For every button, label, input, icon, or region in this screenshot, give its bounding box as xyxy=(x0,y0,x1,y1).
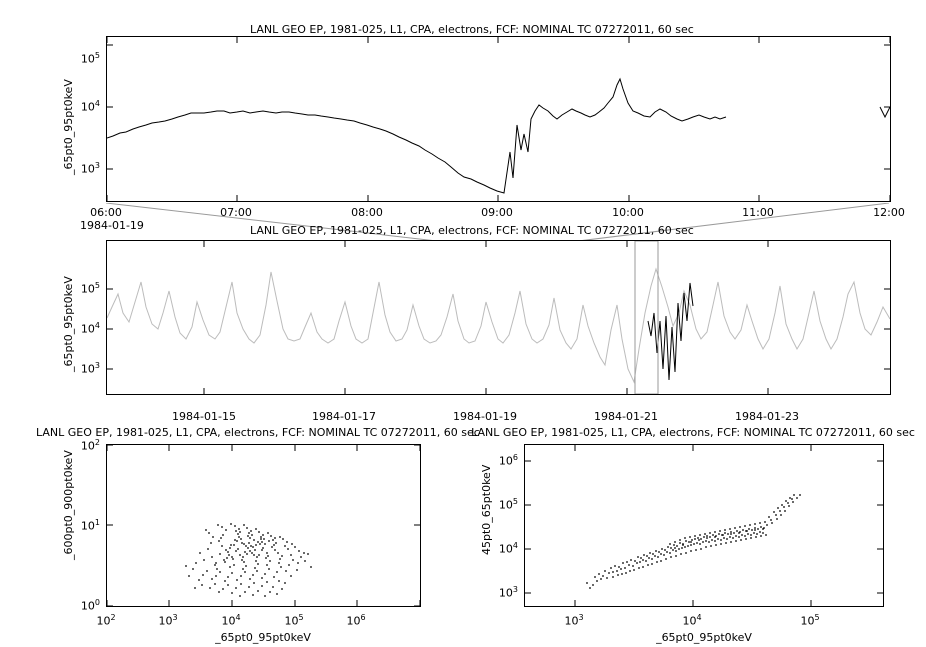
panel-scatter-left-ytick-1: $10^1$ xyxy=(80,518,100,533)
panel-top-axes xyxy=(106,36,891,202)
panel-scatter-right-ytick-3: $10^6$ xyxy=(498,453,518,468)
panel-top-title: LANL GEO EP, 1981-025, L1, CPA, electrons, FCF: NOMINAL TC 07272011, 60 sec xyxy=(250,23,694,36)
panel-middle-xtick-1: 1984-01-17 xyxy=(312,410,376,423)
panel-scatter-left-xtick-1: $10^3$ xyxy=(158,613,178,628)
panel-scatter-right-ytick-1: $10^4$ xyxy=(498,541,518,556)
panel-scatter-right-ticks xyxy=(525,445,883,606)
scatter-points-left xyxy=(185,523,312,597)
panel-top-ylabel: _65pt0_95pt0keV xyxy=(62,79,75,175)
panel-scatter-left-axes xyxy=(106,444,421,607)
panel-top-ticks xyxy=(107,37,890,201)
panel-scatter-right-title: LANL GEO EP, 1981-025, L1, CPA, electrons, FCF: NOMINAL TC 07272011, 60 sec xyxy=(471,426,915,439)
panel-middle-axes xyxy=(106,240,891,395)
panel-scatter-right-xtick-2: $10^5$ xyxy=(800,613,820,628)
series-65-95kev-full xyxy=(107,269,890,382)
panel-middle-ytick-0: $10^3$ xyxy=(80,361,100,376)
panel-middle-xtick-4: 1984-01-23 xyxy=(735,410,799,423)
panel-top-xtick-3: 09:00 xyxy=(481,206,513,219)
panel-scatter-left-ylabel: _600pt0_900pt0keV xyxy=(62,450,75,560)
panel-top-xtick-1: 07:00 xyxy=(220,206,252,219)
panel-scatter-right-xtick-1: $10^4$ xyxy=(682,613,702,628)
panel-scatter-right-ytick-2: $10^5$ xyxy=(498,497,518,512)
panel-middle-ticks xyxy=(107,241,890,394)
series-65-95kev-tail xyxy=(880,107,890,117)
scatter-points-right xyxy=(586,494,801,589)
panel-middle-plot xyxy=(107,241,890,394)
panel-scatter-left-xlabel: _65pt0_95pt0keV xyxy=(215,631,311,644)
panel-scatter-right-ytick-0: $10^3$ xyxy=(498,585,518,600)
panel-top-ytick-2: $10^5$ xyxy=(80,51,100,66)
panel-top-date-stamp: 1984-01-19 xyxy=(80,219,144,232)
panel-scatter-left-xtick-3: $10^5$ xyxy=(284,613,304,628)
panel-middle-ytick-2: $10^5$ xyxy=(80,281,100,296)
panel-middle-ytick-1: $10^4$ xyxy=(80,321,100,336)
panel-middle-xtick-2: 1984-01-19 xyxy=(453,410,517,423)
panel-scatter-left-plot xyxy=(107,445,420,606)
panel-scatter-left-xtick-4: $10^6$ xyxy=(346,613,366,628)
panel-scatter-right-ylabel: 45pt0_65pt0keV xyxy=(480,464,493,555)
panel-scatter-left-ytick-0: $10^0$ xyxy=(80,598,100,613)
panel-scatter-right-xtick-0: $10^3$ xyxy=(564,613,584,628)
series-65-95kev-highlight xyxy=(648,283,693,380)
panel-scatter-left-xtick-2: $10^4$ xyxy=(221,613,241,628)
panel-scatter-left-ytick-2: $10^2$ xyxy=(80,438,100,453)
panel-top-xtick-0: 06:00 xyxy=(90,206,122,219)
panel-top-plot xyxy=(107,37,890,201)
panel-top-xtick-4: 10:00 xyxy=(612,206,644,219)
series-65-95kev-line xyxy=(107,79,726,193)
panel-scatter-left-xtick-0: $10^2$ xyxy=(96,613,116,628)
panel-scatter-right-axes xyxy=(524,444,884,607)
panel-scatter-left-ticks xyxy=(107,445,420,606)
panel-middle-ylabel: _65pt0_95pt0keV xyxy=(62,276,75,372)
panel-scatter-left-title: LANL GEO EP, 1981-025, L1, CPA, electrons, FCF: NOMINAL TC 07272011, 60 sec xyxy=(36,426,480,439)
panel-scatter-right-xlabel: _65pt0_95pt0keV xyxy=(656,631,752,644)
panel-top-xtick-2: 08:00 xyxy=(351,206,383,219)
panel-top-xtick-5: 11:00 xyxy=(742,206,774,219)
panel-top-ytick-1: $10^4$ xyxy=(80,99,100,114)
panel-middle-xtick-3: 1984-01-21 xyxy=(594,410,658,423)
panel-top-xtick-6: 12:00 xyxy=(873,206,905,219)
panel-middle-xtick-0: 1984-01-15 xyxy=(172,410,236,423)
panel-scatter-right-plot xyxy=(525,445,883,606)
panel-top-ytick-0: $10^3$ xyxy=(80,161,100,176)
panel-middle-title: LANL GEO EP, 1981-025, L1, CPA, electrons, FCF: NOMINAL TC 07272011, 60 sec xyxy=(250,224,694,237)
